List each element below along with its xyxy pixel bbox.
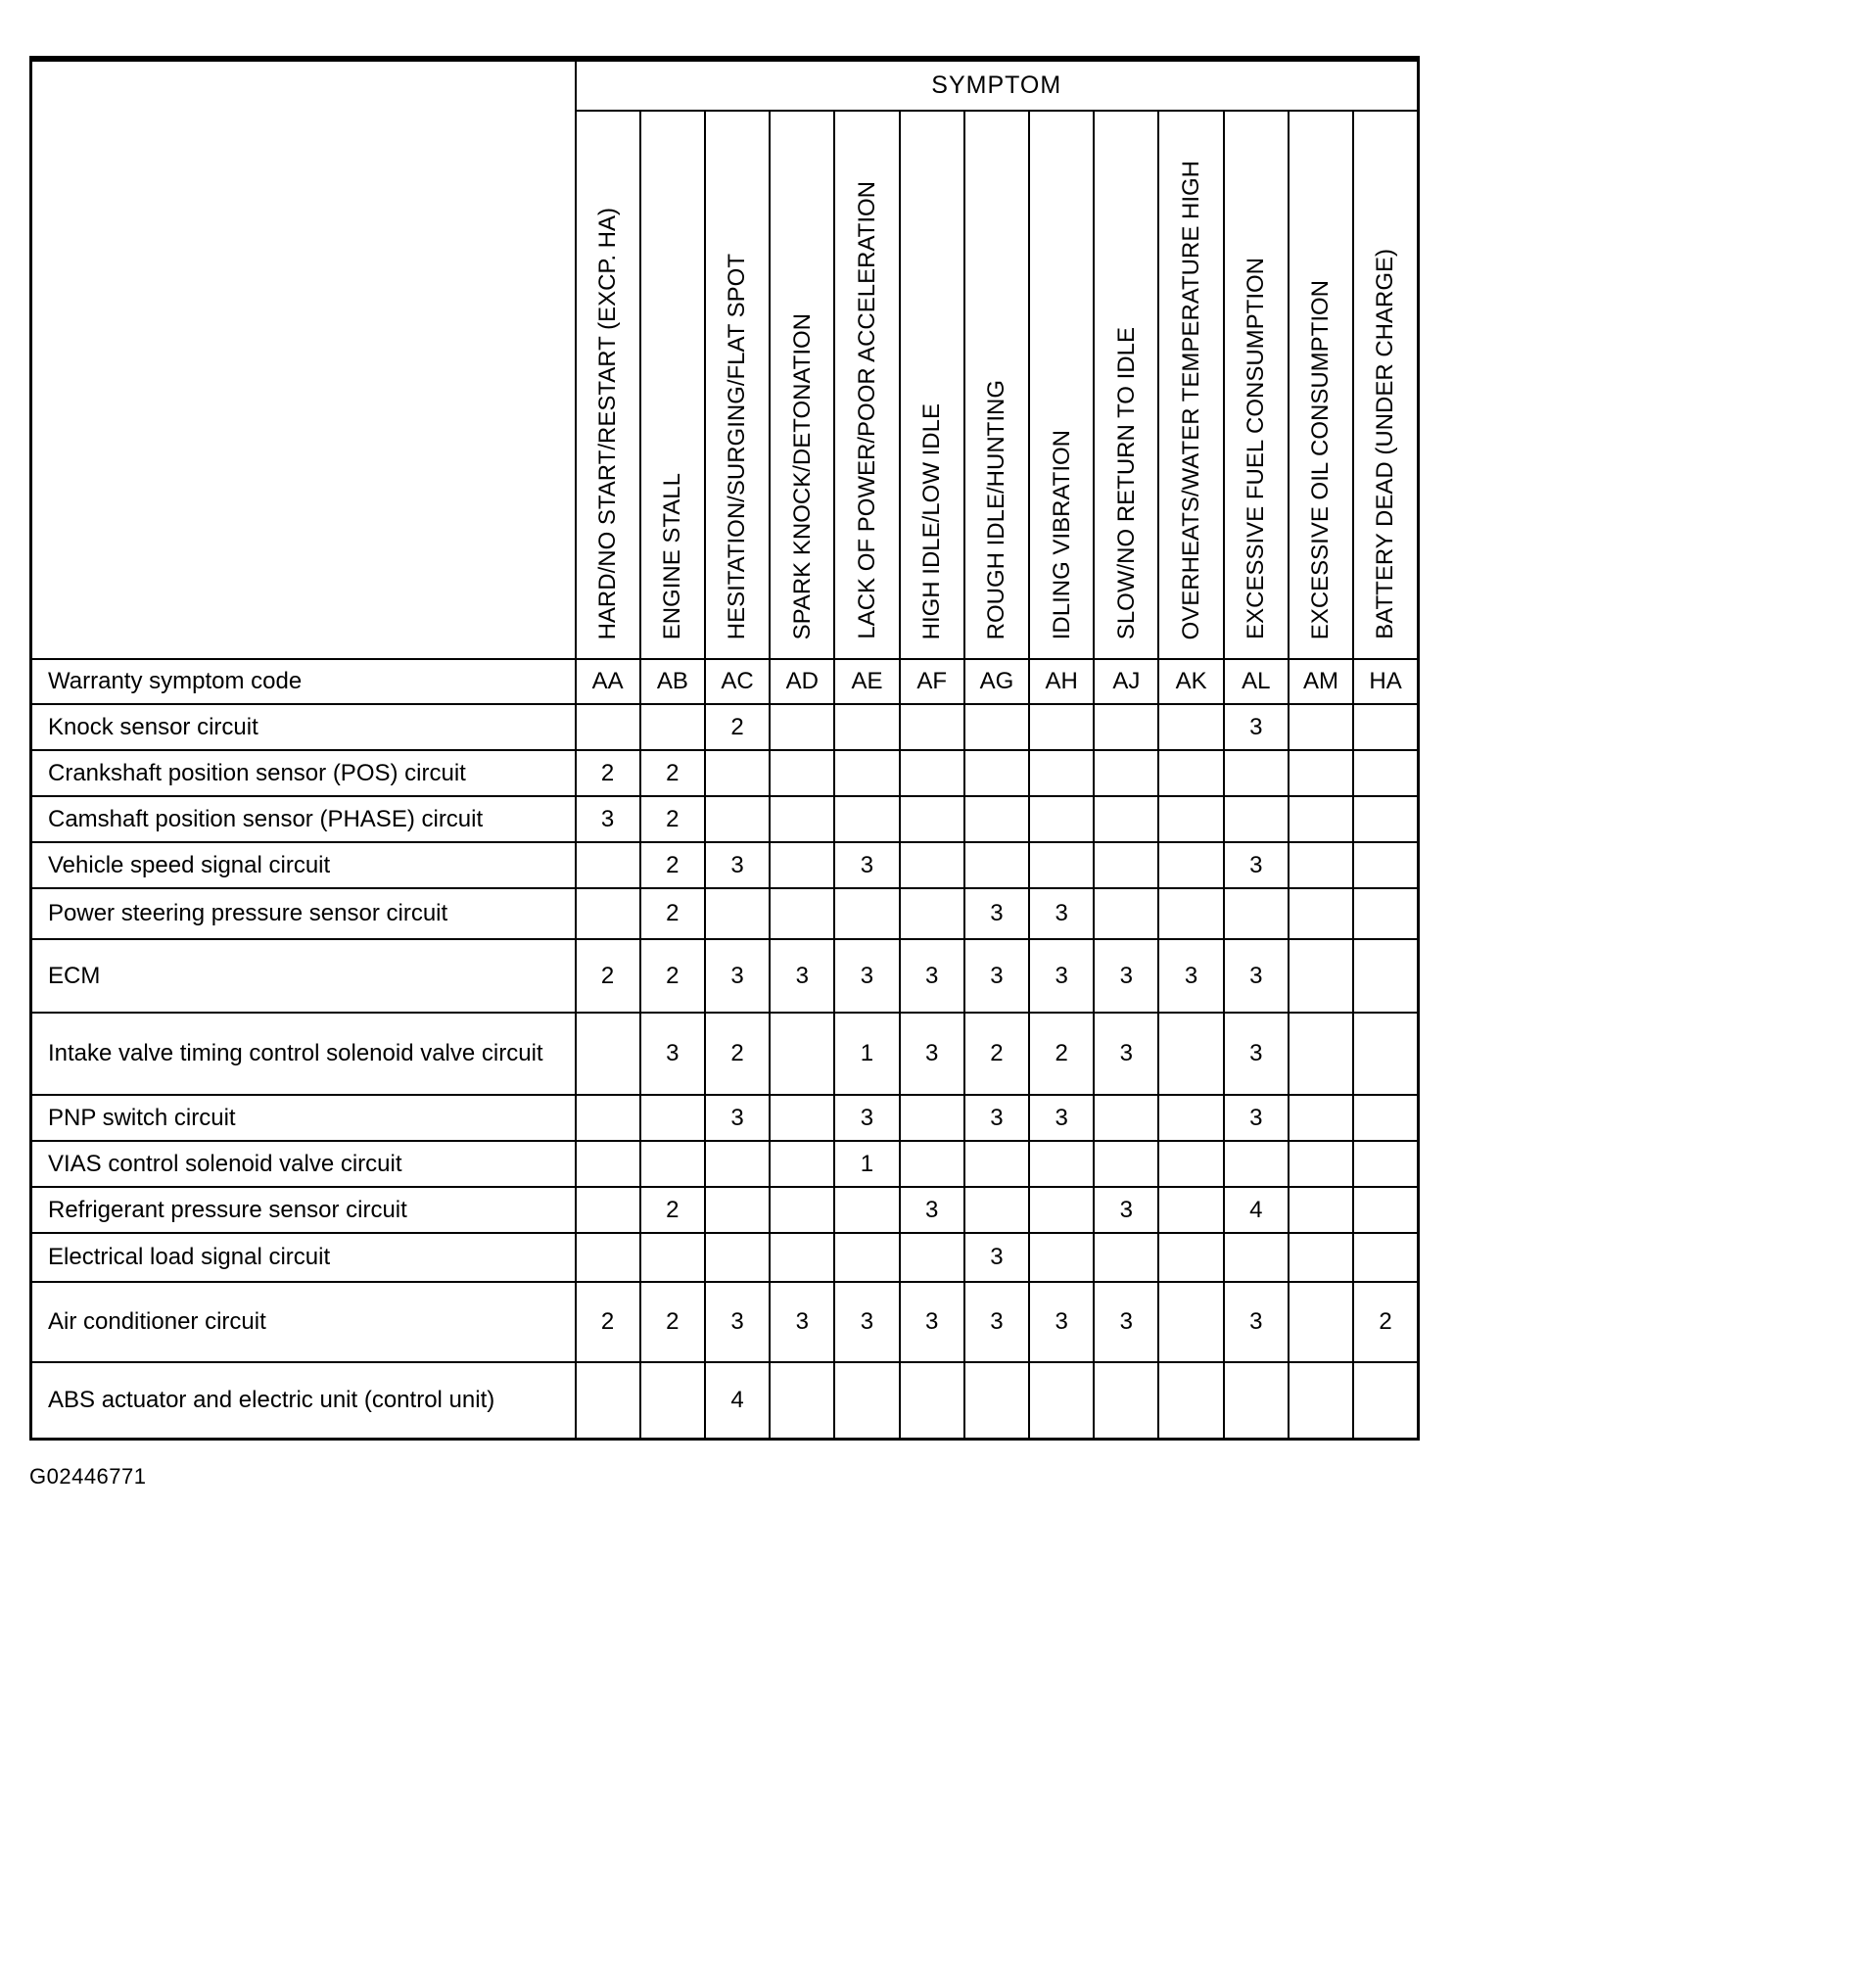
row-label: PNP switch circuit bbox=[31, 1095, 576, 1141]
symptom-col-label: BATTERY DEAD (UNDER CHARGE) bbox=[1372, 249, 1399, 639]
value-cell: 3 bbox=[1224, 1095, 1289, 1141]
value-cell: 3 bbox=[900, 1013, 964, 1095]
value-cell bbox=[1353, 1013, 1418, 1095]
symptom-col-header bbox=[576, 111, 640, 659]
value-cell bbox=[1029, 796, 1094, 842]
value-cell bbox=[640, 1141, 705, 1187]
row-label: Power steering pressure sensor circuit bbox=[31, 888, 576, 939]
value-cell bbox=[576, 1095, 640, 1141]
warranty-code-cell: AC bbox=[705, 659, 770, 704]
value-cell bbox=[1224, 750, 1289, 796]
value-cell bbox=[964, 1141, 1029, 1187]
value-cell bbox=[834, 1362, 899, 1439]
value-cell bbox=[1029, 704, 1094, 750]
symptom-group-row bbox=[31, 59, 1419, 111]
value-cell bbox=[834, 750, 899, 796]
symptom-col-label: OVERHEATS/WATER TEMPERATURE HIGH bbox=[1177, 160, 1204, 639]
value-cell bbox=[1353, 704, 1418, 750]
warranty-code-cell: AE bbox=[834, 659, 899, 704]
value-cell bbox=[1289, 1013, 1353, 1095]
value-cell bbox=[1224, 1141, 1289, 1187]
value-cell: 2 bbox=[640, 796, 705, 842]
value-cell: 3 bbox=[1224, 704, 1289, 750]
table-row bbox=[31, 1187, 1419, 1233]
value-cell bbox=[1289, 750, 1353, 796]
value-cell bbox=[900, 796, 964, 842]
value-cell bbox=[705, 1187, 770, 1233]
value-cell bbox=[1158, 1233, 1223, 1282]
value-cell bbox=[1353, 1233, 1418, 1282]
value-cell bbox=[1094, 1141, 1158, 1187]
value-cell bbox=[1029, 1362, 1094, 1439]
value-cell bbox=[1224, 1362, 1289, 1439]
row-label: VIAS control solenoid valve circuit bbox=[31, 1141, 576, 1187]
table-row bbox=[31, 796, 1419, 842]
value-cell: 3 bbox=[900, 1282, 964, 1362]
value-cell: 3 bbox=[770, 1282, 834, 1362]
value-cell bbox=[640, 1233, 705, 1282]
value-cell bbox=[1094, 796, 1158, 842]
value-cell: 2 bbox=[576, 1282, 640, 1362]
value-cell: 3 bbox=[1224, 1282, 1289, 1362]
symptom-col-label: HIGH IDLE/LOW IDLE bbox=[918, 402, 946, 639]
value-cell bbox=[964, 842, 1029, 888]
table-row bbox=[31, 1141, 1419, 1187]
value-cell bbox=[576, 1013, 640, 1095]
codes-row-label: Warranty symptom code bbox=[31, 659, 576, 704]
symptom-col-label: HESITATION/SURGING/FLAT SPOT bbox=[724, 253, 751, 639]
value-cell bbox=[576, 1233, 640, 1282]
table-row bbox=[31, 888, 1419, 939]
figure-id: G02446771 bbox=[29, 1463, 147, 1489]
symptom-col-header bbox=[640, 111, 705, 659]
value-cell: 3 bbox=[964, 1095, 1029, 1141]
symptom-col-header bbox=[1158, 111, 1223, 659]
value-cell: 3 bbox=[834, 939, 899, 1013]
table-row bbox=[31, 1362, 1419, 1439]
value-cell: 3 bbox=[964, 939, 1029, 1013]
symptom-group-header: SYMPTOM bbox=[576, 59, 1419, 111]
value-cell bbox=[1029, 842, 1094, 888]
value-cell bbox=[1158, 1141, 1223, 1187]
value-cell bbox=[900, 842, 964, 888]
value-cell bbox=[1289, 704, 1353, 750]
table-row bbox=[31, 842, 1419, 888]
value-cell bbox=[1289, 939, 1353, 1013]
table-row bbox=[31, 1013, 1419, 1095]
symptom-col-label: SLOW/NO RETURN TO IDLE bbox=[1112, 326, 1140, 639]
value-cell bbox=[964, 1187, 1029, 1233]
value-cell bbox=[1353, 842, 1418, 888]
symptom-col-header bbox=[834, 111, 899, 659]
value-cell bbox=[576, 1362, 640, 1439]
warranty-code-cell: AF bbox=[900, 659, 964, 704]
row-label: Refrigerant pressure sensor circuit bbox=[31, 1187, 576, 1233]
value-cell bbox=[770, 1095, 834, 1141]
value-cell: 4 bbox=[705, 1362, 770, 1439]
value-cell bbox=[576, 842, 640, 888]
symptom-col-label: ROUGH IDLE/HUNTING bbox=[983, 379, 1010, 639]
value-cell: 2 bbox=[640, 842, 705, 888]
symptom-col-header bbox=[705, 111, 770, 659]
value-cell bbox=[1158, 1187, 1223, 1233]
value-cell bbox=[900, 1141, 964, 1187]
value-cell bbox=[1289, 1187, 1353, 1233]
value-cell: 2 bbox=[1029, 1013, 1094, 1095]
value-cell: 3 bbox=[1029, 1282, 1094, 1362]
value-cell bbox=[770, 888, 834, 939]
value-cell: 3 bbox=[705, 1282, 770, 1362]
symptom-col-header bbox=[1289, 111, 1353, 659]
value-cell bbox=[1094, 1095, 1158, 1141]
value-cell: 3 bbox=[705, 939, 770, 1013]
value-cell bbox=[1094, 750, 1158, 796]
symptom-col-label: EXCESSIVE FUEL CONSUMPTION bbox=[1243, 258, 1270, 639]
value-cell: 3 bbox=[1094, 1187, 1158, 1233]
value-cell: 3 bbox=[834, 1282, 899, 1362]
value-cell: 3 bbox=[1094, 1013, 1158, 1095]
table-row bbox=[31, 750, 1419, 796]
value-cell bbox=[1094, 704, 1158, 750]
value-cell bbox=[1289, 1141, 1353, 1187]
value-cell bbox=[1353, 888, 1418, 939]
value-cell bbox=[1289, 888, 1353, 939]
value-cell: 3 bbox=[770, 939, 834, 1013]
value-cell: 3 bbox=[834, 842, 899, 888]
value-cell: 3 bbox=[1158, 939, 1223, 1013]
value-cell bbox=[964, 750, 1029, 796]
value-cell bbox=[1158, 1013, 1223, 1095]
value-cell bbox=[705, 1141, 770, 1187]
value-cell: 3 bbox=[576, 796, 640, 842]
value-cell bbox=[1029, 1141, 1094, 1187]
value-cell bbox=[640, 704, 705, 750]
value-cell bbox=[1224, 1233, 1289, 1282]
value-cell bbox=[1094, 1233, 1158, 1282]
row-label: Vehicle speed signal circuit bbox=[31, 842, 576, 888]
value-cell bbox=[900, 1362, 964, 1439]
value-cell bbox=[1353, 750, 1418, 796]
row-label: Crankshaft position sensor (POS) circuit bbox=[31, 750, 576, 796]
value-cell: 3 bbox=[1094, 939, 1158, 1013]
value-cell bbox=[1289, 842, 1353, 888]
value-cell bbox=[1094, 842, 1158, 888]
value-cell bbox=[576, 704, 640, 750]
warranty-code-cell: AD bbox=[770, 659, 834, 704]
value-cell bbox=[1158, 1282, 1223, 1362]
value-cell bbox=[834, 1233, 899, 1282]
value-cell bbox=[1029, 750, 1094, 796]
value-cell bbox=[640, 1095, 705, 1141]
value-cell: 3 bbox=[1029, 888, 1094, 939]
value-cell bbox=[770, 1141, 834, 1187]
value-cell: 3 bbox=[964, 1282, 1029, 1362]
value-cell: 3 bbox=[1029, 1095, 1094, 1141]
symptom-col-header bbox=[770, 111, 834, 659]
row-label: ABS actuator and electric unit (control unit) bbox=[31, 1362, 576, 1439]
value-cell bbox=[770, 750, 834, 796]
value-cell: 2 bbox=[576, 939, 640, 1013]
symptom-col-header bbox=[1029, 111, 1094, 659]
value-cell: 2 bbox=[640, 888, 705, 939]
value-cell bbox=[964, 796, 1029, 842]
value-cell bbox=[576, 1141, 640, 1187]
value-cell bbox=[834, 1187, 899, 1233]
value-cell bbox=[640, 1362, 705, 1439]
value-cell bbox=[900, 704, 964, 750]
row-label: Camshaft position sensor (PHASE) circuit bbox=[31, 796, 576, 842]
value-cell bbox=[1158, 1095, 1223, 1141]
symptom-col-label: LACK OF POWER/POOR ACCELERATION bbox=[853, 181, 880, 639]
symptom-col-label: HARD/NO START/RESTART (EXCP. HA) bbox=[594, 207, 622, 639]
table-row bbox=[31, 1282, 1419, 1362]
value-cell bbox=[1353, 1362, 1418, 1439]
row-label: Air conditioner circuit bbox=[31, 1282, 576, 1362]
value-cell bbox=[834, 796, 899, 842]
value-cell bbox=[900, 888, 964, 939]
warranty-code-cell: AK bbox=[1158, 659, 1223, 704]
warranty-code-cell: AA bbox=[576, 659, 640, 704]
table-row bbox=[31, 704, 1419, 750]
value-cell bbox=[1094, 1362, 1158, 1439]
value-cell bbox=[705, 750, 770, 796]
value-cell bbox=[964, 704, 1029, 750]
value-cell bbox=[1353, 939, 1418, 1013]
value-cell: 3 bbox=[1224, 939, 1289, 1013]
row-label: ECM bbox=[31, 939, 576, 1013]
row-label: Knock sensor circuit bbox=[31, 704, 576, 750]
value-cell bbox=[900, 750, 964, 796]
value-cell: 2 bbox=[1353, 1282, 1418, 1362]
value-cell: 3 bbox=[1029, 939, 1094, 1013]
value-cell bbox=[900, 1233, 964, 1282]
corner-cell bbox=[31, 59, 576, 659]
value-cell: 3 bbox=[705, 842, 770, 888]
value-cell bbox=[1158, 888, 1223, 939]
value-cell bbox=[1158, 842, 1223, 888]
symptom-col-label: EXCESSIVE OIL CONSUMPTION bbox=[1307, 279, 1335, 639]
symptom-col-header bbox=[964, 111, 1029, 659]
value-cell bbox=[705, 888, 770, 939]
row-label: Electrical load signal circuit bbox=[31, 1233, 576, 1282]
row-label: Intake valve timing control solenoid valve circuit bbox=[31, 1013, 576, 1095]
value-cell bbox=[1224, 796, 1289, 842]
value-cell bbox=[1353, 1141, 1418, 1187]
table-row bbox=[31, 939, 1419, 1013]
value-cell: 3 bbox=[834, 1095, 899, 1141]
value-cell bbox=[1353, 1095, 1418, 1141]
value-cell: 3 bbox=[900, 1187, 964, 1233]
symptom-col-label: ENGINE STALL bbox=[659, 472, 686, 639]
value-cell: 2 bbox=[640, 1187, 705, 1233]
value-cell bbox=[576, 888, 640, 939]
value-cell bbox=[1158, 1362, 1223, 1439]
value-cell bbox=[770, 796, 834, 842]
warranty-code-cell: AL bbox=[1224, 659, 1289, 704]
value-cell: 3 bbox=[1224, 1013, 1289, 1095]
value-cell: 2 bbox=[705, 704, 770, 750]
table-body bbox=[31, 704, 1419, 1439]
value-cell: 3 bbox=[964, 1233, 1029, 1282]
value-cell bbox=[770, 704, 834, 750]
value-cell: 4 bbox=[1224, 1187, 1289, 1233]
warranty-code-cell: HA bbox=[1353, 659, 1418, 704]
symptom-col-header bbox=[1224, 111, 1289, 659]
symptom-col-header bbox=[900, 111, 964, 659]
warranty-code-cell: AG bbox=[964, 659, 1029, 704]
value-cell: 3 bbox=[1094, 1282, 1158, 1362]
value-cell: 2 bbox=[576, 750, 640, 796]
warranty-code-cell: AM bbox=[1289, 659, 1353, 704]
value-cell bbox=[1158, 704, 1223, 750]
value-cell bbox=[964, 1362, 1029, 1439]
value-cell: 3 bbox=[640, 1013, 705, 1095]
value-cell bbox=[1029, 1233, 1094, 1282]
value-cell bbox=[576, 1187, 640, 1233]
value-cell bbox=[770, 1187, 834, 1233]
value-cell bbox=[1289, 796, 1353, 842]
warranty-code-cell: AJ bbox=[1094, 659, 1158, 704]
value-cell: 3 bbox=[1224, 842, 1289, 888]
value-cell: 2 bbox=[705, 1013, 770, 1095]
value-cell bbox=[1224, 888, 1289, 939]
symptom-col-header bbox=[1353, 111, 1418, 659]
value-cell bbox=[770, 1013, 834, 1095]
value-cell bbox=[1353, 796, 1418, 842]
symptom-col-label: SPARK KNOCK/DETONATION bbox=[788, 312, 816, 639]
value-cell bbox=[834, 888, 899, 939]
value-cell bbox=[770, 1233, 834, 1282]
value-cell bbox=[1094, 888, 1158, 939]
value-cell: 2 bbox=[640, 750, 705, 796]
symptom-matrix-table bbox=[29, 56, 1420, 1441]
value-cell bbox=[1158, 750, 1223, 796]
symptom-col-header bbox=[1094, 111, 1158, 659]
value-cell bbox=[770, 842, 834, 888]
value-cell bbox=[1029, 1187, 1094, 1233]
value-cell bbox=[1289, 1362, 1353, 1439]
value-cell: 3 bbox=[705, 1095, 770, 1141]
value-cell bbox=[1289, 1282, 1353, 1362]
value-cell: 3 bbox=[964, 888, 1029, 939]
value-cell bbox=[900, 1095, 964, 1141]
value-cell: 2 bbox=[640, 939, 705, 1013]
value-cell bbox=[1289, 1233, 1353, 1282]
warranty-code-cell: AB bbox=[640, 659, 705, 704]
value-cell bbox=[705, 796, 770, 842]
value-cell bbox=[1353, 1187, 1418, 1233]
table-row bbox=[31, 1233, 1419, 1282]
table-row bbox=[31, 1095, 1419, 1141]
value-cell bbox=[705, 1233, 770, 1282]
value-cell bbox=[834, 704, 899, 750]
value-cell: 2 bbox=[964, 1013, 1029, 1095]
value-cell bbox=[1289, 1095, 1353, 1141]
value-cell: 2 bbox=[640, 1282, 705, 1362]
warranty-codes-row bbox=[31, 659, 1419, 704]
value-cell: 1 bbox=[834, 1013, 899, 1095]
warranty-code-cell: AH bbox=[1029, 659, 1094, 704]
symptom-col-label: IDLING VIBRATION bbox=[1048, 429, 1075, 639]
value-cell: 3 bbox=[900, 939, 964, 1013]
value-cell bbox=[770, 1362, 834, 1439]
value-cell: 1 bbox=[834, 1141, 899, 1187]
value-cell bbox=[1158, 796, 1223, 842]
